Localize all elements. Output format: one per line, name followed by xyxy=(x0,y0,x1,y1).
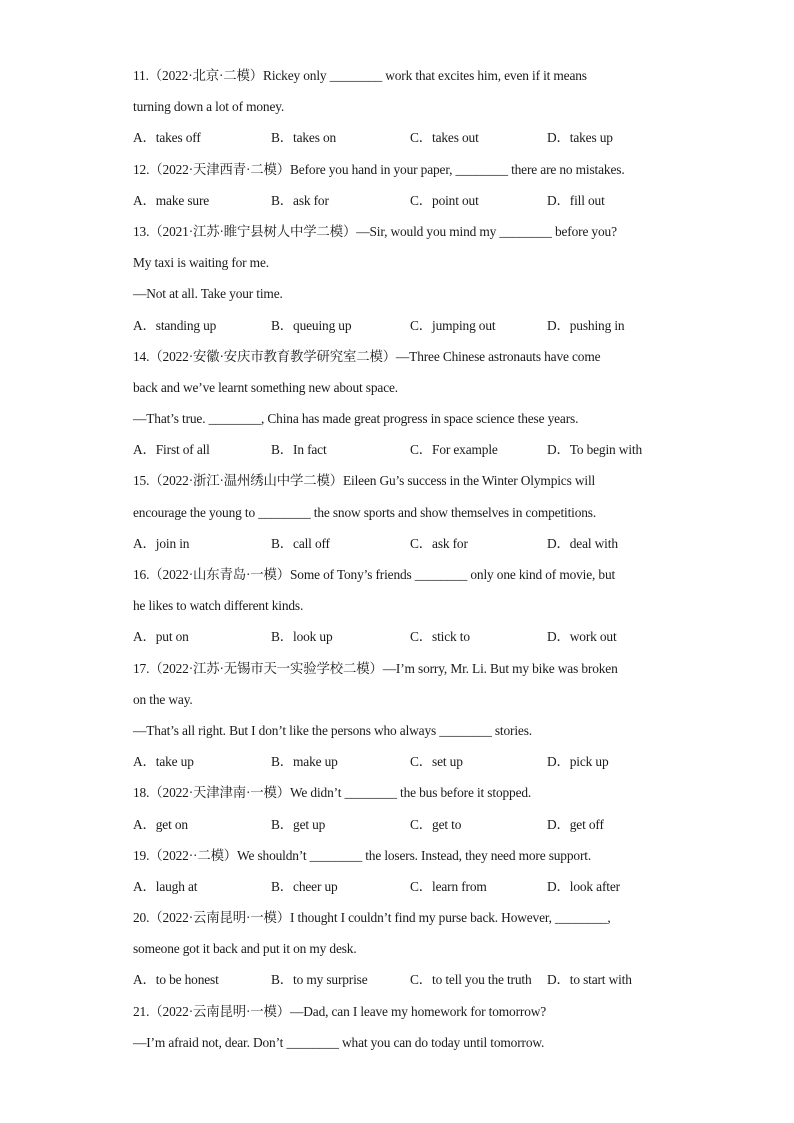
question-q11 xyxy=(133,60,693,154)
question-text-line: someone got it back and put it on my desk. xyxy=(133,941,357,957)
answer-option-b[interactable]: B．ask for xyxy=(271,192,329,208)
question-text-line: he likes to watch different kinds. xyxy=(133,598,304,614)
question-text-line: on the way. xyxy=(133,691,193,707)
question-stem: 19.（2022··二模）We shouldn’t ________ the losers. Instead, they need more support. xyxy=(133,847,592,863)
answer-option-d[interactable]: D．get off xyxy=(547,816,604,832)
answer-option-b[interactable]: B．In fact xyxy=(271,442,327,458)
answer-option-d[interactable]: D．To begin with xyxy=(547,442,643,458)
question-stem: 15.（2022·浙江·温州绣山中学二模）Eileen Gu’s success in the Winter Olympics will xyxy=(133,473,596,489)
question-text-line: My taxi is waiting for me. xyxy=(133,255,269,271)
question-q18 xyxy=(133,777,693,839)
answer-option-c[interactable]: C．get to xyxy=(410,816,462,832)
question-q15 xyxy=(133,465,693,559)
answer-option-d[interactable]: D．work out xyxy=(547,629,617,645)
answer-option-a[interactable]: A．make sure xyxy=(133,192,210,208)
question-stem: 12.（2022·天津西青·二模）Before you hand in your paper, ________ there are no mistakes. xyxy=(133,161,625,177)
answer-option-b[interactable]: B．look up xyxy=(271,629,333,645)
answer-option-c[interactable]: C．set up xyxy=(410,754,463,770)
answer-option-b[interactable]: B．get up xyxy=(271,816,326,832)
answer-option-a[interactable]: A．First of all xyxy=(133,442,210,458)
answer-options xyxy=(133,185,693,216)
answer-option-c[interactable]: C．stick to xyxy=(410,629,470,645)
answer-option-a[interactable]: A．join in xyxy=(133,535,190,551)
answer-option-d[interactable]: D．to start with xyxy=(547,972,632,988)
question-q14 xyxy=(133,341,693,466)
answer-option-c[interactable]: C．point out xyxy=(410,192,479,208)
question-stem: 20.（2022·云南昆明·一模）I thought I couldn’t find my purse back. However, ________, xyxy=(133,910,611,926)
answer-option-d[interactable]: D．pushing in xyxy=(547,317,625,333)
answer-option-d[interactable]: D．fill out xyxy=(547,192,605,208)
question-q19 xyxy=(133,840,693,902)
answer-option-a[interactable]: A．takes off xyxy=(133,130,201,146)
answer-option-a[interactable]: A．take up xyxy=(133,754,194,770)
question-q16 xyxy=(133,559,693,653)
answer-option-b[interactable]: B．call off xyxy=(271,535,330,551)
question-stem: 14.（2022·安徽·安庆市教育教学研究室二模）—Three Chinese astronauts have come xyxy=(133,348,601,364)
answer-option-d[interactable]: D．pick up xyxy=(547,754,609,770)
answer-option-d[interactable]: D．look after xyxy=(547,878,620,894)
question-text-line: back and we’ve learnt something new about space. xyxy=(133,379,398,395)
answer-option-d[interactable]: D．takes up xyxy=(547,130,613,146)
answer-options xyxy=(133,964,693,995)
question-q17 xyxy=(133,653,693,778)
answer-options xyxy=(133,310,693,341)
answer-option-d[interactable]: D．deal with xyxy=(547,535,618,551)
answer-option-c[interactable]: C．takes out xyxy=(410,130,479,146)
answer-options xyxy=(133,809,693,840)
question-text-line: —I’m afraid not, dear. Don’t ________ what you can do today until tomorrow. xyxy=(133,1034,545,1050)
answer-option-c[interactable]: C．to tell you the truth xyxy=(410,972,532,988)
answer-option-b[interactable]: B．cheer up xyxy=(271,878,338,894)
question-text-line: encourage the young to ________ the snow sports and show themselves in competitions. xyxy=(133,504,597,520)
answer-options xyxy=(133,528,693,559)
question-q21 xyxy=(133,996,693,1058)
answer-option-c[interactable]: C．learn from xyxy=(410,878,487,894)
answer-option-c[interactable]: C．ask for xyxy=(410,535,468,551)
answer-option-b[interactable]: B．takes on xyxy=(271,130,337,146)
question-q12 xyxy=(133,154,693,216)
question-text-line: —Not at all. Take your time. xyxy=(133,286,283,302)
answer-option-a[interactable]: A．put on xyxy=(133,629,189,645)
answer-options xyxy=(133,122,693,153)
answer-option-a[interactable]: A．standing up xyxy=(133,317,217,333)
question-stem: 18.（2022·天津津南·一模）We didn’t ________ the bus before it stopped. xyxy=(133,785,532,801)
question-text-line: turning down a lot of money. xyxy=(133,99,285,115)
answer-option-b[interactable]: B．make up xyxy=(271,754,338,770)
answer-option-a[interactable]: A．get on xyxy=(133,816,188,832)
answer-option-a[interactable]: A．to be honest xyxy=(133,972,219,988)
question-q20 xyxy=(133,902,693,996)
question-stem: 17.（2022·江苏·无锡市天一实验学校二模）—I’m sorry, Mr. Li. But my bike was broken xyxy=(133,660,618,676)
question-stem: 11.（2022·北京·二模）Rickey only ________ work that excites him, even if it means xyxy=(133,68,587,83)
answer-options xyxy=(133,871,693,902)
answer-options xyxy=(133,746,693,777)
answer-option-c[interactable]: C．For example xyxy=(410,442,498,458)
question-text-line: —That’s true. ________, China has made great progress in space science these years. xyxy=(133,411,579,427)
question-q13 xyxy=(133,216,693,341)
question-stem: 16.（2022·山东青岛·一模）Some of Tony’s friends ________ only one kind of movie, but xyxy=(133,567,616,582)
answer-options xyxy=(133,434,693,465)
answer-option-a[interactable]: A．laugh at xyxy=(133,878,198,894)
answer-option-c[interactable]: C．jumping out xyxy=(410,317,496,333)
answer-options xyxy=(133,621,693,652)
question-list xyxy=(133,60,693,1058)
question-text-line: —That’s all right. But I don’t like the persons who always ________ stories. xyxy=(133,722,532,738)
answer-option-b[interactable]: B．queuing up xyxy=(271,317,352,333)
answer-option-b[interactable]: B．to my surprise xyxy=(271,972,368,988)
question-stem: 21.（2022·云南昆明·一模）—Dad, can I leave my homework for tomorrow? xyxy=(133,1003,547,1019)
question-stem: 13.（2021·江苏·睢宁县树人中学二模）—Sir, would you mind my ________ before you? xyxy=(133,223,617,239)
